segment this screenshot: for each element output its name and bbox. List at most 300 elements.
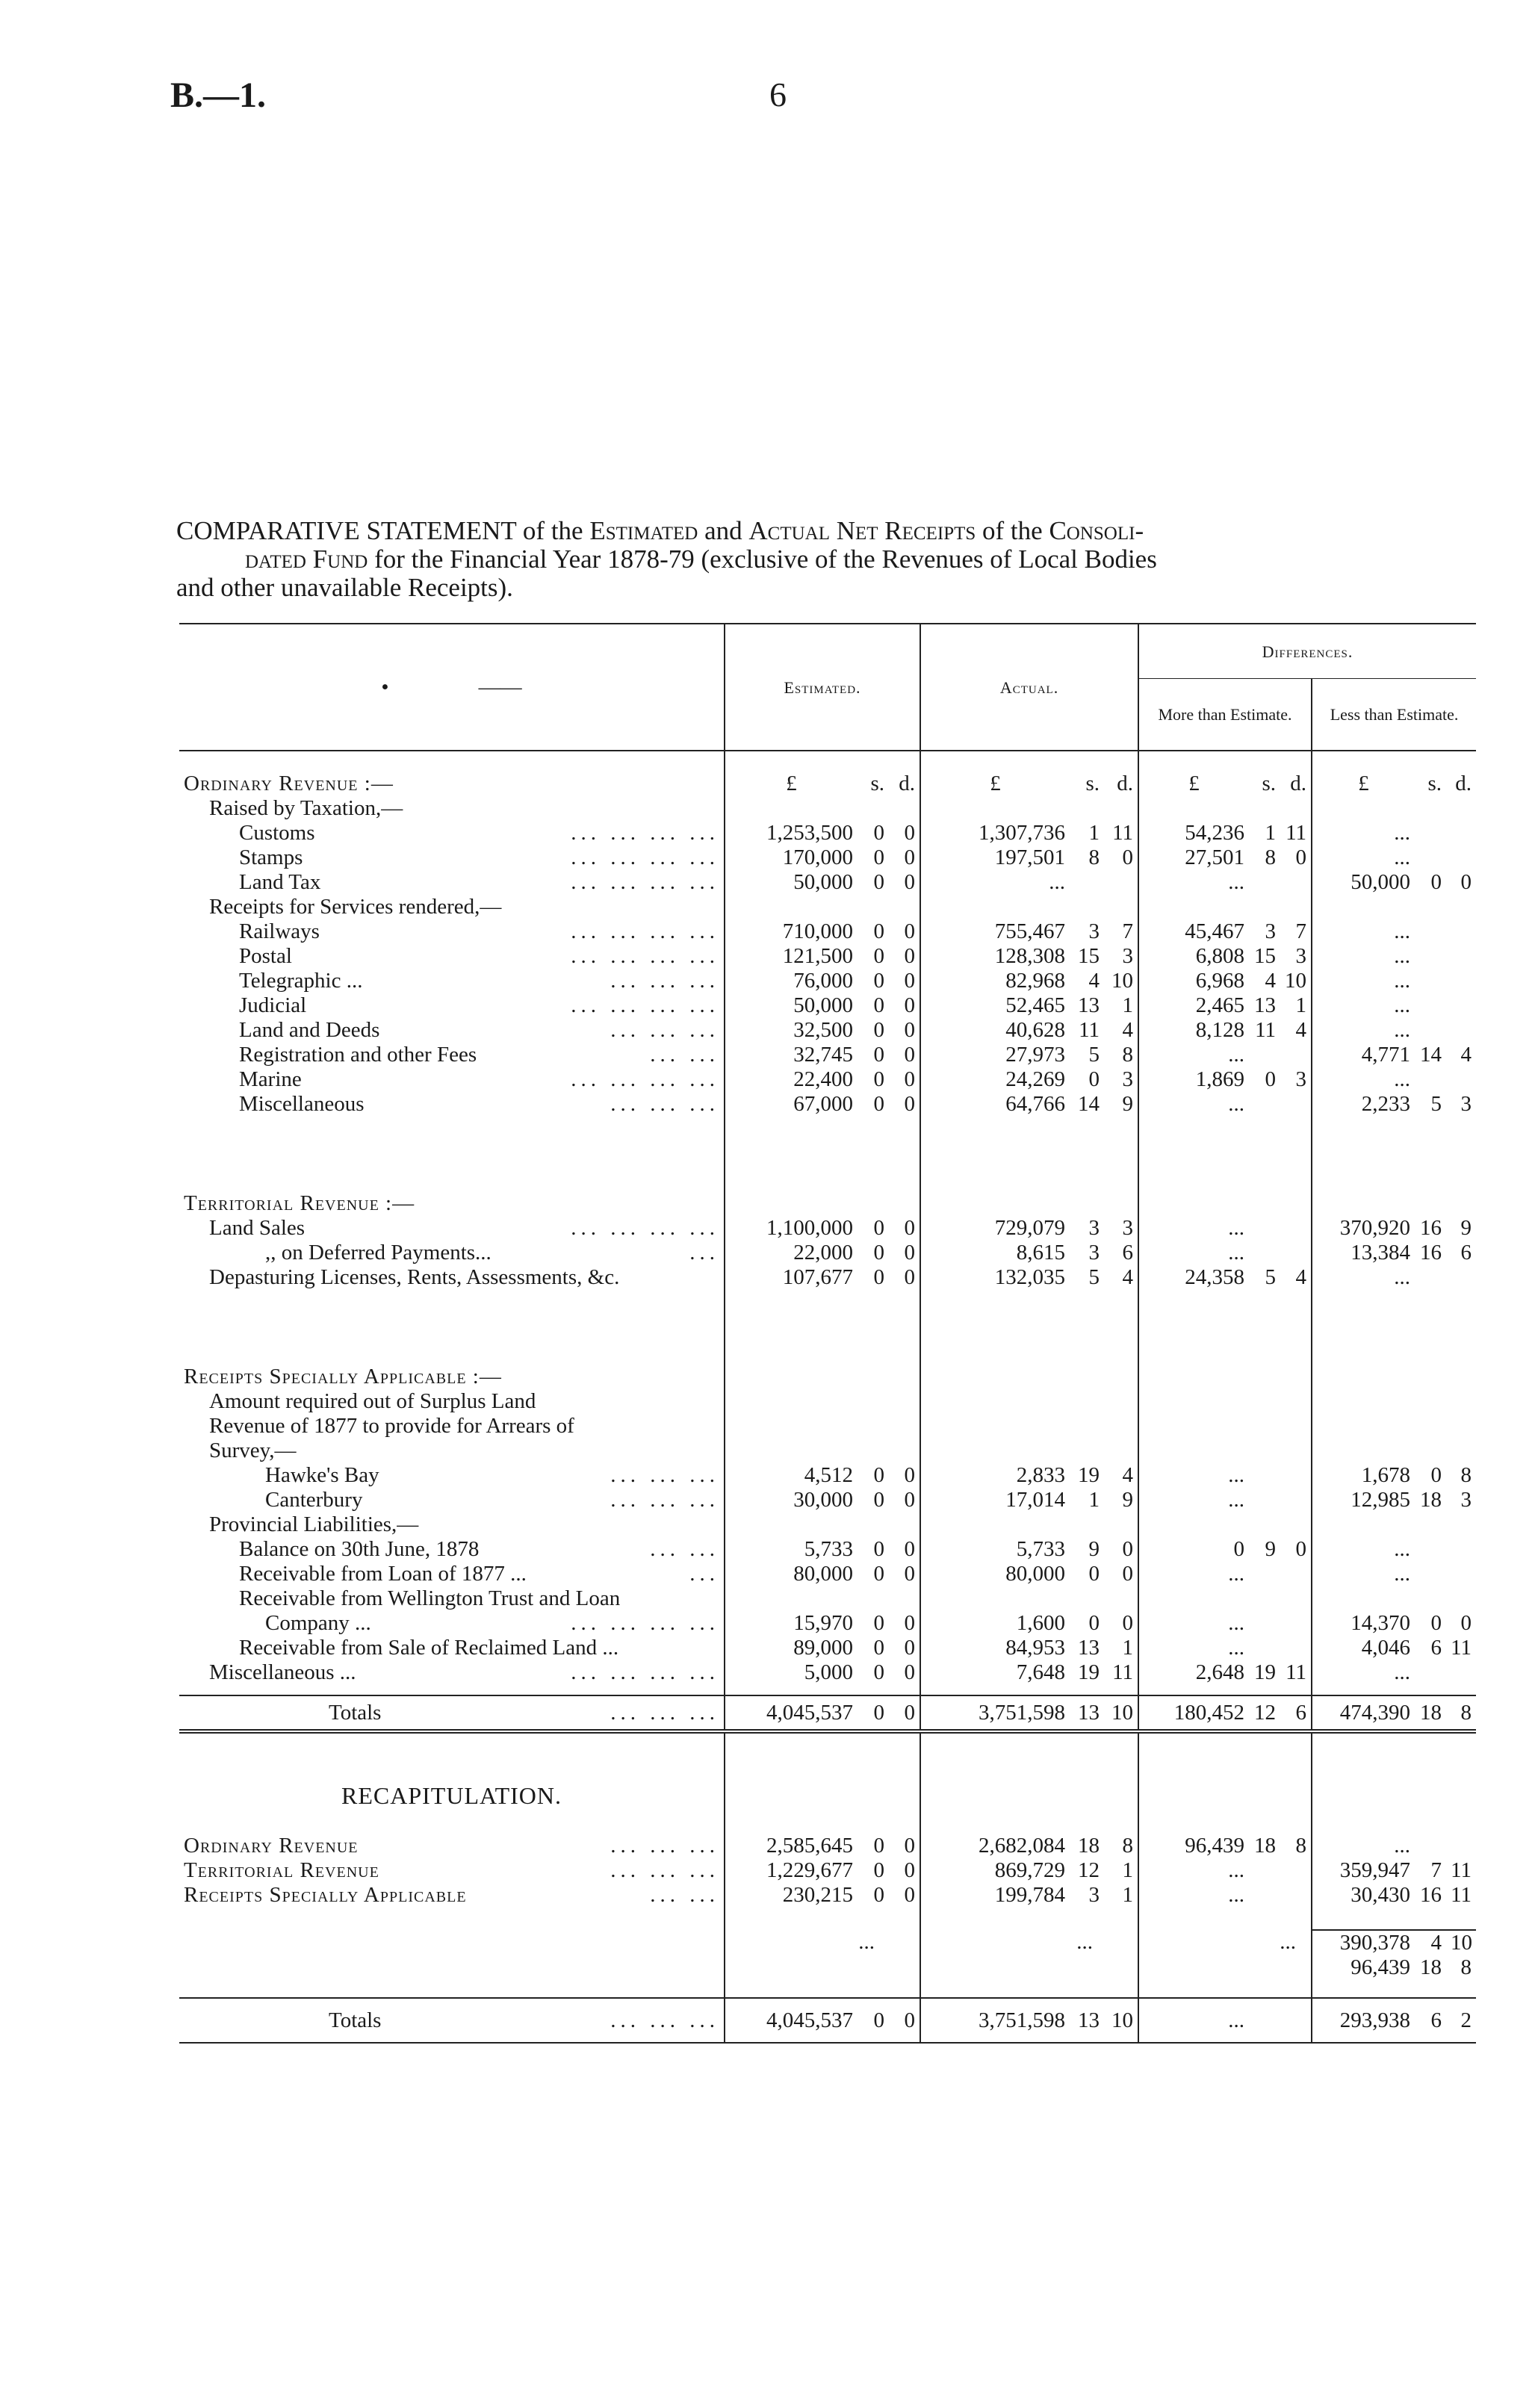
less-pence <box>1446 1834 1476 1858</box>
more-shillings <box>1249 1998 1280 2043</box>
less-pounds: ... <box>1312 1067 1415 1092</box>
more-shillings <box>1249 1611 1280 1636</box>
row-label: Canterbury <box>265 1488 363 1512</box>
estimated-pounds: 1,229,677 <box>725 1858 858 1883</box>
estimated-shillings: 0 <box>873 1858 884 1882</box>
actual-shillings: 13 <box>1078 1700 1100 1725</box>
actual-shillings: 5 <box>1088 1043 1100 1067</box>
more-pounds: ... <box>1138 1611 1249 1636</box>
less-pounds: 4,771 <box>1312 1043 1415 1067</box>
estimated-pounds: 50,000 <box>725 870 858 895</box>
less-shillings: 18 <box>1420 1700 1442 1725</box>
estimated-shillings: 0 <box>873 919 884 943</box>
more-shillings: 8 <box>1265 845 1277 869</box>
table-row <box>179 1562 1476 1586</box>
leader-dots: ... ... ... ... <box>571 870 719 894</box>
less-pence: 8 <box>1460 1700 1472 1725</box>
actual-pence: 10 <box>1111 1700 1134 1725</box>
more-pounds: ... <box>1138 1092 1249 1117</box>
less-pence <box>1446 1067 1476 1092</box>
less-shillings <box>1415 969 1446 993</box>
estimated-pounds: 30,000 <box>725 1488 858 1512</box>
actual-pounds: 2,682,084 <box>920 1834 1070 1858</box>
actual-pence: 6 <box>1122 1241 1134 1264</box>
subsection-label: Receipts for Services rendered,— <box>209 895 502 919</box>
table-row <box>179 969 1476 993</box>
estimated-pence: 0 <box>904 944 916 968</box>
currency-d: d. <box>1455 772 1472 795</box>
leader-dots: ... ... ... ... <box>571 845 719 869</box>
estimated-pence: 0 <box>904 1611 916 1635</box>
actual-pence: 1 <box>1122 993 1134 1017</box>
estimated-pence: 0 <box>904 993 916 1017</box>
estimated-pence: 0 <box>904 1834 916 1858</box>
currency-pound: £ <box>1312 772 1415 796</box>
section-label: Receipts Specially Applicable :— <box>184 1365 502 1388</box>
actual-pounds: 3,751,598 <box>920 1998 1070 2043</box>
estimated-pence: 0 <box>904 1241 916 1264</box>
bullet-mark: • <box>381 674 389 699</box>
section-row-ordinary <box>179 772 1476 796</box>
estimated-shillings: 0 <box>873 1241 884 1264</box>
row-label-cell <box>179 1858 725 1883</box>
less-pounds: 12,985 <box>1312 1488 1415 1512</box>
more-pence: 3 <box>1295 944 1307 968</box>
less-pounds: ... <box>1312 1834 1415 1858</box>
actual-pounds: 1,307,736 <box>920 821 1070 845</box>
row-label-cell <box>179 1537 725 1562</box>
estimated-shillings: 0 <box>873 1537 884 1561</box>
row-label-cell <box>179 969 725 993</box>
currency-d: d. <box>899 772 916 795</box>
subsection-row <box>179 796 1476 821</box>
row-label-cell <box>179 944 725 969</box>
totals-row <box>179 1695 1476 1731</box>
estimated-pounds: 1,100,000 <box>725 1216 858 1241</box>
recap-sub-less-pounds: 390,378 <box>1312 1930 1415 1955</box>
row-label: Land and Deeds <box>239 1018 380 1042</box>
less-pounds: 13,384 <box>1312 1241 1415 1265</box>
less-pence: 3 <box>1460 1488 1472 1512</box>
statement-body <box>179 751 1476 2043</box>
less-shillings <box>1415 1660 1446 1685</box>
more-shillings <box>1249 1636 1280 1660</box>
page-header-code: B.—1. <box>170 75 267 115</box>
estimated-shillings: 0 <box>873 1265 884 1289</box>
row-label: Receivable from Sale of Reclaimed Land ... <box>239 1636 619 1660</box>
table-row <box>179 845 1476 870</box>
leader-dots: ... ... ... ... <box>571 1216 719 1240</box>
row-label-cell <box>179 870 725 895</box>
less-shillings <box>1415 1067 1446 1092</box>
actual-shillings: 9 <box>1088 1537 1100 1561</box>
actual-pounds: 1,600 <box>920 1611 1070 1636</box>
more-pence: 11 <box>1286 1660 1307 1684</box>
subsection-label: Provincial Liabilities,— <box>209 1512 419 1536</box>
currency-s: s. <box>1427 772 1442 795</box>
actual-shillings: 0 <box>1088 1067 1100 1091</box>
less-shillings: 6 <box>1430 1636 1442 1660</box>
less-pence <box>1446 845 1476 870</box>
less-pence: 11 <box>1451 1636 1472 1660</box>
estimated-pence: 0 <box>904 1067 916 1091</box>
less-shillings <box>1415 944 1446 969</box>
less-shillings: 14 <box>1420 1043 1442 1067</box>
row-label-cell <box>179 1043 725 1067</box>
more-pence: 11 <box>1286 821 1307 845</box>
more-shillings: 5 <box>1265 1265 1277 1289</box>
estimated-pounds: 230,215 <box>725 1883 858 1908</box>
less-pounds: ... <box>1312 821 1415 845</box>
title-text: Actual Net Receipts <box>748 516 976 545</box>
less-pence: 9 <box>1460 1216 1472 1240</box>
more-pounds: ... <box>1138 1998 1249 2043</box>
less-shillings <box>1415 1834 1446 1858</box>
currency-pound: £ <box>1138 772 1249 796</box>
less-pence: 0 <box>1460 1611 1472 1635</box>
actual-pence: 0 <box>1122 1562 1134 1586</box>
more-shillings <box>1249 1043 1280 1067</box>
estimated-pounds: 4,045,537 <box>725 1695 858 1731</box>
less-pence <box>1446 944 1476 969</box>
actual-shillings: 18 <box>1078 1834 1100 1858</box>
estimated-pounds: 80,000 <box>725 1562 858 1586</box>
recap-totals-row <box>179 1998 1476 2043</box>
more-shillings: 13 <box>1254 993 1277 1017</box>
leader-dots: ... ... ... <box>610 1488 719 1512</box>
actual-shillings: 1 <box>1088 1488 1100 1512</box>
estimated-pounds: 22,400 <box>725 1067 858 1092</box>
less-shillings: 16 <box>1420 1241 1442 1264</box>
more-shillings <box>1249 1216 1280 1241</box>
recap-sub-less-s: 4 <box>1430 1931 1442 1955</box>
actual-pence: 3 <box>1122 1067 1134 1091</box>
less-pounds: 4,046 <box>1312 1636 1415 1660</box>
more-shillings: 18 <box>1254 1834 1277 1858</box>
more-shillings <box>1249 1562 1280 1586</box>
actual-shillings: 13 <box>1078 1636 1100 1660</box>
less-pounds: 2,233 <box>1312 1092 1415 1117</box>
row-label: Marine <box>239 1067 302 1091</box>
recap-row <box>179 1858 1476 1883</box>
less-pounds: ... <box>1312 845 1415 870</box>
more-pence: 0 <box>1295 1537 1307 1561</box>
more-pence <box>1280 1241 1312 1265</box>
less-shillings: 16 <box>1420 1883 1442 1907</box>
estimated-pounds: 5,000 <box>725 1660 858 1685</box>
title-text: of the <box>976 516 1049 545</box>
actual-pence: 3 <box>1122 1216 1134 1240</box>
leader-dots: ... ... ... ... <box>571 944 719 968</box>
less-shillings: 7 <box>1430 1858 1442 1882</box>
row-label: Miscellaneous ... <box>209 1660 356 1684</box>
estimated-pounds: 107,677 <box>725 1265 858 1290</box>
row-label: Land Tax <box>239 870 321 894</box>
actual-pence: 10 <box>1111 2008 1134 2032</box>
currency-pound: £ <box>920 772 1070 796</box>
estimated-pence: 0 <box>904 1018 916 1042</box>
row-label: Miscellaneous <box>239 1092 365 1116</box>
row-label-cell <box>179 919 725 944</box>
estimated-pence: 0 <box>904 1636 916 1660</box>
actual-pence: 7 <box>1122 919 1134 943</box>
estimated-pence: 0 <box>904 1043 916 1067</box>
recap-row <box>179 1883 1476 1908</box>
estimated-shillings: 0 <box>873 993 884 1017</box>
estimated-pounds: 170,000 <box>725 845 858 870</box>
row-label-cell <box>179 1611 725 1636</box>
leader-dots: ... ... ... <box>610 969 719 993</box>
more-pounds: ... <box>1138 1562 1249 1586</box>
actual-pounds: ... <box>920 870 1070 895</box>
table-row <box>179 1488 1476 1512</box>
less-pounds: 370,920 <box>1312 1216 1415 1241</box>
estimated-pence: 0 <box>904 1562 916 1586</box>
more-pounds: 8,128 <box>1138 1018 1249 1043</box>
actual-shillings: 8 <box>1088 845 1100 869</box>
row-label: Territorial Revenue <box>184 1858 379 1882</box>
less-pence: 11 <box>1451 1883 1472 1907</box>
estimated-shillings: 0 <box>873 1018 884 1042</box>
title-line-2 <box>176 545 1476 574</box>
estimated-shillings: 0 <box>873 845 884 869</box>
estimated-pence: 0 <box>904 1537 916 1561</box>
label-column-header <box>179 624 725 751</box>
more-pence: 10 <box>1285 969 1307 993</box>
more-shillings <box>1249 1241 1280 1265</box>
less-pounds: ... <box>1312 1537 1415 1562</box>
comparative-statement-table <box>179 623 1476 2044</box>
subsection-row <box>179 1586 1476 1611</box>
actual-pounds: 5,733 <box>920 1537 1070 1562</box>
title-text: Estimated <box>589 516 698 545</box>
recap-title-row <box>179 1784 1476 1808</box>
more-pence <box>1280 870 1312 895</box>
row-label-cell <box>179 1018 725 1043</box>
less-pounds: ... <box>1312 969 1415 993</box>
title-line-1 <box>176 517 1476 545</box>
more-pence <box>1280 1611 1312 1636</box>
more-shillings: 0 <box>1265 1067 1277 1091</box>
more-shillings <box>1249 1883 1280 1908</box>
leader-dots: ... ... ... ... <box>571 1660 719 1684</box>
less-pounds: ... <box>1312 1265 1415 1290</box>
table-row <box>179 1067 1476 1092</box>
row-label-cell <box>179 1241 725 1265</box>
table-row <box>179 821 1476 845</box>
more-pence <box>1280 1463 1312 1488</box>
less-shillings <box>1415 821 1446 845</box>
recapitulation-title: RECAPITULATION. <box>341 1782 562 1809</box>
actual-shillings: 1 <box>1088 821 1100 845</box>
currency-d: d. <box>1290 772 1307 795</box>
row-label: Company ... <box>265 1611 371 1635</box>
less-shillings: 5 <box>1430 1092 1442 1116</box>
estimated-pence: 0 <box>904 1463 916 1487</box>
row-label: Railways <box>239 919 320 943</box>
actual-pounds: 197,501 <box>920 845 1070 870</box>
more-pounds: 2,648 <box>1138 1660 1249 1685</box>
table-row <box>179 1043 1476 1067</box>
estimated-pounds: 710,000 <box>725 919 858 944</box>
less-pence: 6 <box>1460 1241 1472 1264</box>
estimated-shillings: 0 <box>873 1067 884 1091</box>
more-shillings: 9 <box>1265 1537 1277 1561</box>
actual-shillings: 19 <box>1078 1463 1100 1487</box>
row-label: Postal <box>239 944 292 968</box>
more-pounds: ... <box>1138 1636 1249 1660</box>
title-text: for the Financial Year 1878-79 (exclusive of the Revenues of Local Bodies <box>368 544 1157 574</box>
more-shillings: 19 <box>1254 1660 1277 1684</box>
actual-pence: 9 <box>1122 1488 1134 1512</box>
table-row <box>179 870 1476 895</box>
actual-shillings: 13 <box>1078 993 1100 1017</box>
estimated-shillings: 0 <box>873 1562 884 1586</box>
leader-dots: ... ... <box>650 1883 719 1907</box>
estimated-shillings: 0 <box>873 1834 884 1858</box>
row-label-cell <box>179 1562 725 1586</box>
leader-dots: ... ... ... ... <box>571 821 719 845</box>
more-pounds: 45,467 <box>1138 919 1249 944</box>
recap-row <box>179 1834 1476 1858</box>
more-pounds: 180,452 <box>1138 1695 1249 1731</box>
less-pence <box>1446 1265 1476 1290</box>
leader-dots: ... ... ... ... <box>571 919 719 943</box>
more-pounds: ... <box>1138 870 1249 895</box>
row-label-cell <box>179 1067 725 1092</box>
more-pounds: 0 <box>1138 1537 1249 1562</box>
less-pounds: 474,390 <box>1312 1695 1415 1731</box>
actual-pounds: 17,014 <box>920 1488 1070 1512</box>
actual-shillings: 14 <box>1078 1092 1100 1116</box>
row-label-cell <box>179 1463 725 1488</box>
estimated-pence: 0 <box>904 1858 916 1882</box>
less-shillings <box>1415 1537 1446 1562</box>
more-pounds: ... <box>1138 1216 1249 1241</box>
estimated-shillings: 0 <box>873 2008 884 2032</box>
actual-pence: 8 <box>1122 1043 1134 1067</box>
less-shillings <box>1415 919 1446 944</box>
subsection-label: Receivable from Wellington Trust and Loan <box>239 1586 621 1610</box>
subsection-row <box>179 1512 1476 1537</box>
row-label: Totals <box>329 2008 382 2032</box>
actual-pence: 4 <box>1122 1463 1134 1487</box>
actual-pounds: 40,628 <box>920 1018 1070 1043</box>
table-row <box>179 1660 1476 1685</box>
less-shillings: 0 <box>1430 870 1442 894</box>
dash-mark: —— <box>478 674 522 699</box>
recap-sub-less-d: 10 <box>1451 1931 1473 1955</box>
row-label-cell <box>179 1834 725 1858</box>
actual-pence: 10 <box>1111 969 1134 993</box>
more-pounds: 24,358 <box>1138 1265 1249 1290</box>
actual-shillings: 3 <box>1088 919 1100 943</box>
less-pence: 8 <box>1460 1463 1472 1487</box>
more-pounds: ... <box>1138 1858 1249 1883</box>
more-pence: 6 <box>1295 1700 1307 1725</box>
more-pounds: 96,439 <box>1138 1834 1249 1858</box>
actual-pounds: 84,953 <box>920 1636 1070 1660</box>
row-label: Depasturing Licenses, Rents, Assessments, &c. <box>209 1265 620 1289</box>
estimated-pounds: 22,000 <box>725 1241 858 1265</box>
subsection-row <box>179 1414 1476 1439</box>
estimated-shillings: 0 <box>873 1488 884 1512</box>
title-text: dated Fund <box>245 544 368 574</box>
statement-title <box>176 517 1476 602</box>
less-pounds: ... <box>1312 1562 1415 1586</box>
subsection-label: Raised by Taxation,— <box>209 796 403 820</box>
subsection-row <box>179 1439 1476 1463</box>
actual-pence: 0 <box>1122 1537 1134 1561</box>
actual-shillings: 0 <box>1088 1611 1100 1635</box>
less-shillings: 0 <box>1430 1611 1442 1635</box>
table-row <box>179 1018 1476 1043</box>
less-pence: 0 <box>1460 870 1472 894</box>
row-label: Receipts Specially Applicable <box>184 1883 467 1907</box>
more-shillings <box>1249 870 1280 895</box>
row-label: Telegraphic ... <box>239 969 363 993</box>
more-pence: 7 <box>1295 919 1307 943</box>
table-row <box>179 1092 1476 1117</box>
section-label: Ordinary Revenue :— <box>184 772 394 795</box>
estimated-shillings: 0 <box>873 1463 884 1487</box>
table-row <box>179 1636 1476 1660</box>
row-label: Receivable from Loan of 1877 ... <box>239 1562 527 1586</box>
less-pence: 2 <box>1460 2008 1472 2032</box>
row-label-cell <box>179 1695 725 1731</box>
more-pounds: 6,968 <box>1138 969 1249 993</box>
less-shillings: 18 <box>1420 1488 1442 1512</box>
less-pence <box>1446 919 1476 944</box>
recap-sub-less-s: 18 <box>1420 1955 1442 1979</box>
recap-sub-less-d: 8 <box>1460 1955 1472 1979</box>
table-row <box>179 919 1476 944</box>
more-shillings: 12 <box>1254 1700 1277 1725</box>
actual-pence: 1 <box>1122 1636 1134 1660</box>
more-pence: 1 <box>1295 993 1307 1017</box>
estimated-shillings: 0 <box>873 969 884 993</box>
leader-dots: ... <box>689 1241 719 1264</box>
currency-s: s. <box>870 772 884 795</box>
table-row <box>179 1216 1476 1241</box>
less-shillings <box>1415 1562 1446 1586</box>
more-pounds: 1,869 <box>1138 1067 1249 1092</box>
estimated-pence: 0 <box>904 1700 916 1725</box>
more-pounds: ... <box>1138 1463 1249 1488</box>
less-pounds: ... <box>1312 944 1415 969</box>
actual-pence: 0 <box>1122 1611 1134 1635</box>
estimated-shillings: 0 <box>873 1092 884 1116</box>
less-pence <box>1446 969 1476 993</box>
less-pounds: 50,000 <box>1312 870 1415 895</box>
estimated-pence: 0 <box>904 1883 916 1907</box>
estimated-pounds: 5,733 <box>725 1537 858 1562</box>
estimated-pence: 0 <box>904 1092 916 1116</box>
estimated-pence: 0 <box>904 2008 916 2032</box>
more-pence <box>1280 1092 1312 1117</box>
row-label-cell <box>179 1488 725 1512</box>
row-label: Ordinary Revenue <box>184 1834 359 1858</box>
row-label: ,, on Deferred Payments... <box>265 1241 491 1264</box>
leader-dots: ... ... ... <box>610 1858 719 1882</box>
less-pence: 11 <box>1451 1858 1472 1882</box>
less-pence: 3 <box>1460 1092 1472 1116</box>
row-label-cell <box>179 1636 725 1660</box>
actual-pounds: 3,751,598 <box>920 1695 1070 1731</box>
leader-dots: ... ... ... <box>610 1092 719 1116</box>
header-row <box>179 624 1476 679</box>
less-pence <box>1446 1537 1476 1562</box>
